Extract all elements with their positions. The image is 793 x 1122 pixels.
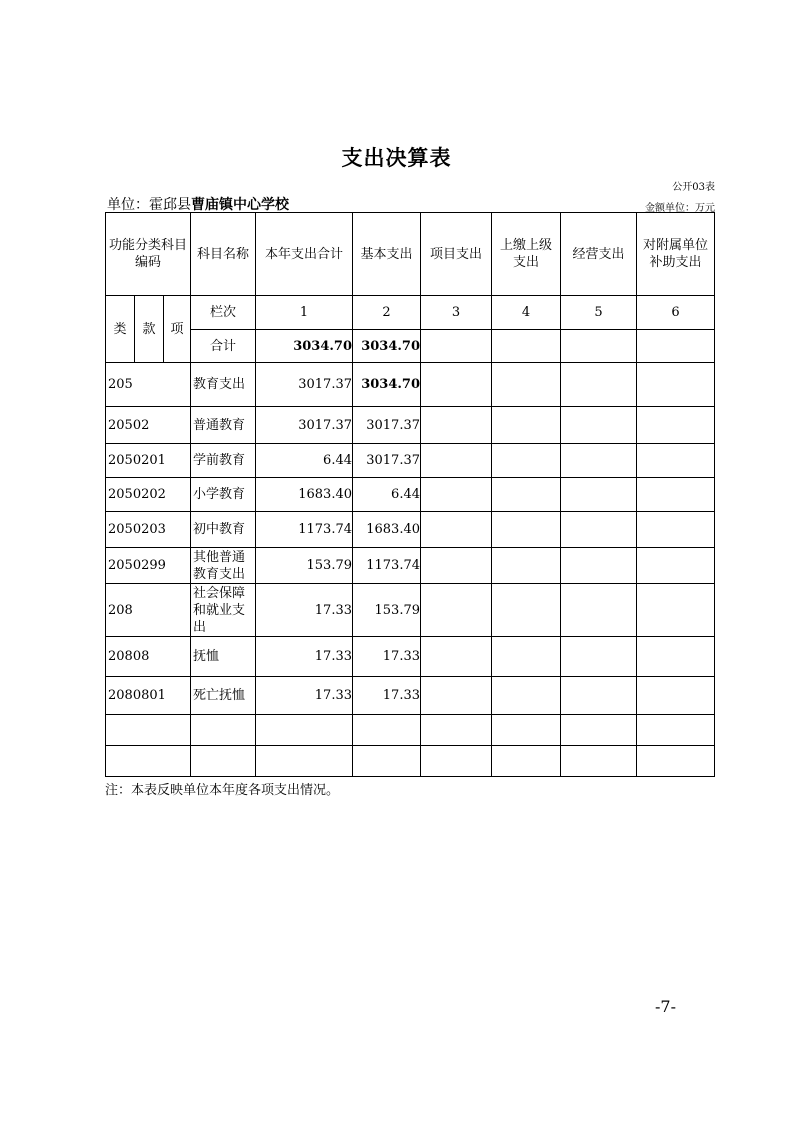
column-number-3: 3 — [421, 296, 492, 330]
table-row: 2050299 其他普通教育支出 153.79 1173.74 — [106, 548, 715, 584]
header-project: 项目支出 — [421, 213, 492, 296]
expenditure-table — [105, 212, 715, 777]
header-xiang: 项 — [164, 296, 191, 363]
column-number-1: 1 — [256, 296, 353, 330]
column-number-row — [106, 296, 715, 330]
total-row — [106, 330, 715, 363]
unit-name: 曹庙镇中心学校 — [191, 197, 289, 213]
column-number-4: 4 — [492, 296, 561, 330]
page-number: -7- — [655, 997, 676, 1016]
table-row: 205 教育支出 3017.37 3034.70 — [106, 363, 715, 407]
header-kuan: 款 — [135, 296, 164, 363]
header-operation: 经营支出 — [561, 213, 637, 296]
form-number: 公开03表 — [672, 182, 715, 193]
table-row: 2050203 初中教育 1173.74 1683.40 — [106, 512, 715, 548]
column-number-5: 5 — [561, 296, 637, 330]
table-row: 20502 普通教育 3017.37 3017.37 — [106, 407, 715, 444]
table-row: 208 社会保障和就业支出 17.33 153.79 — [106, 584, 715, 637]
table-row: 2080801 死亡抚恤 17.33 17.33 — [106, 677, 715, 715]
header-row — [106, 213, 715, 296]
table-row: 2050201 学前教育 6.44 3017.37 — [106, 444, 715, 478]
total-row-label: 合计 — [191, 330, 256, 363]
amount-unit: 金额单位：万元 — [645, 203, 715, 214]
total-basic: 3034.70 — [353, 330, 421, 363]
header-name: 科目名称 — [191, 213, 256, 296]
total-sum: 3034.70 — [256, 330, 353, 363]
header-code: 功能分类科目编码 — [106, 213, 191, 296]
table-note: 注：本表反映单位本年度各项支出情况。 — [105, 783, 340, 798]
header-lei: 类 — [106, 296, 135, 363]
header-subsidiary: 对附属单位补助支出 — [637, 213, 715, 296]
report-title: 支出决算表 — [341, 146, 452, 170]
column-number-2: 2 — [353, 296, 421, 330]
column-number-6: 6 — [637, 296, 715, 330]
table-row: 20808 抚恤 17.33 17.33 — [106, 637, 715, 677]
column-number-label: 栏次 — [191, 296, 256, 330]
table-row: 2050202 小学教育 1683.40 6.44 — [106, 478, 715, 512]
empty-row — [106, 746, 715, 777]
header-basic: 基本支出 — [353, 213, 421, 296]
empty-row — [106, 715, 715, 746]
header-total: 本年支出合计 — [256, 213, 353, 296]
header-upper: 上缴上级支出 — [492, 213, 561, 296]
unit-label: 单位：霍邱县 — [107, 197, 191, 213]
reporting-unit — [107, 194, 289, 214]
